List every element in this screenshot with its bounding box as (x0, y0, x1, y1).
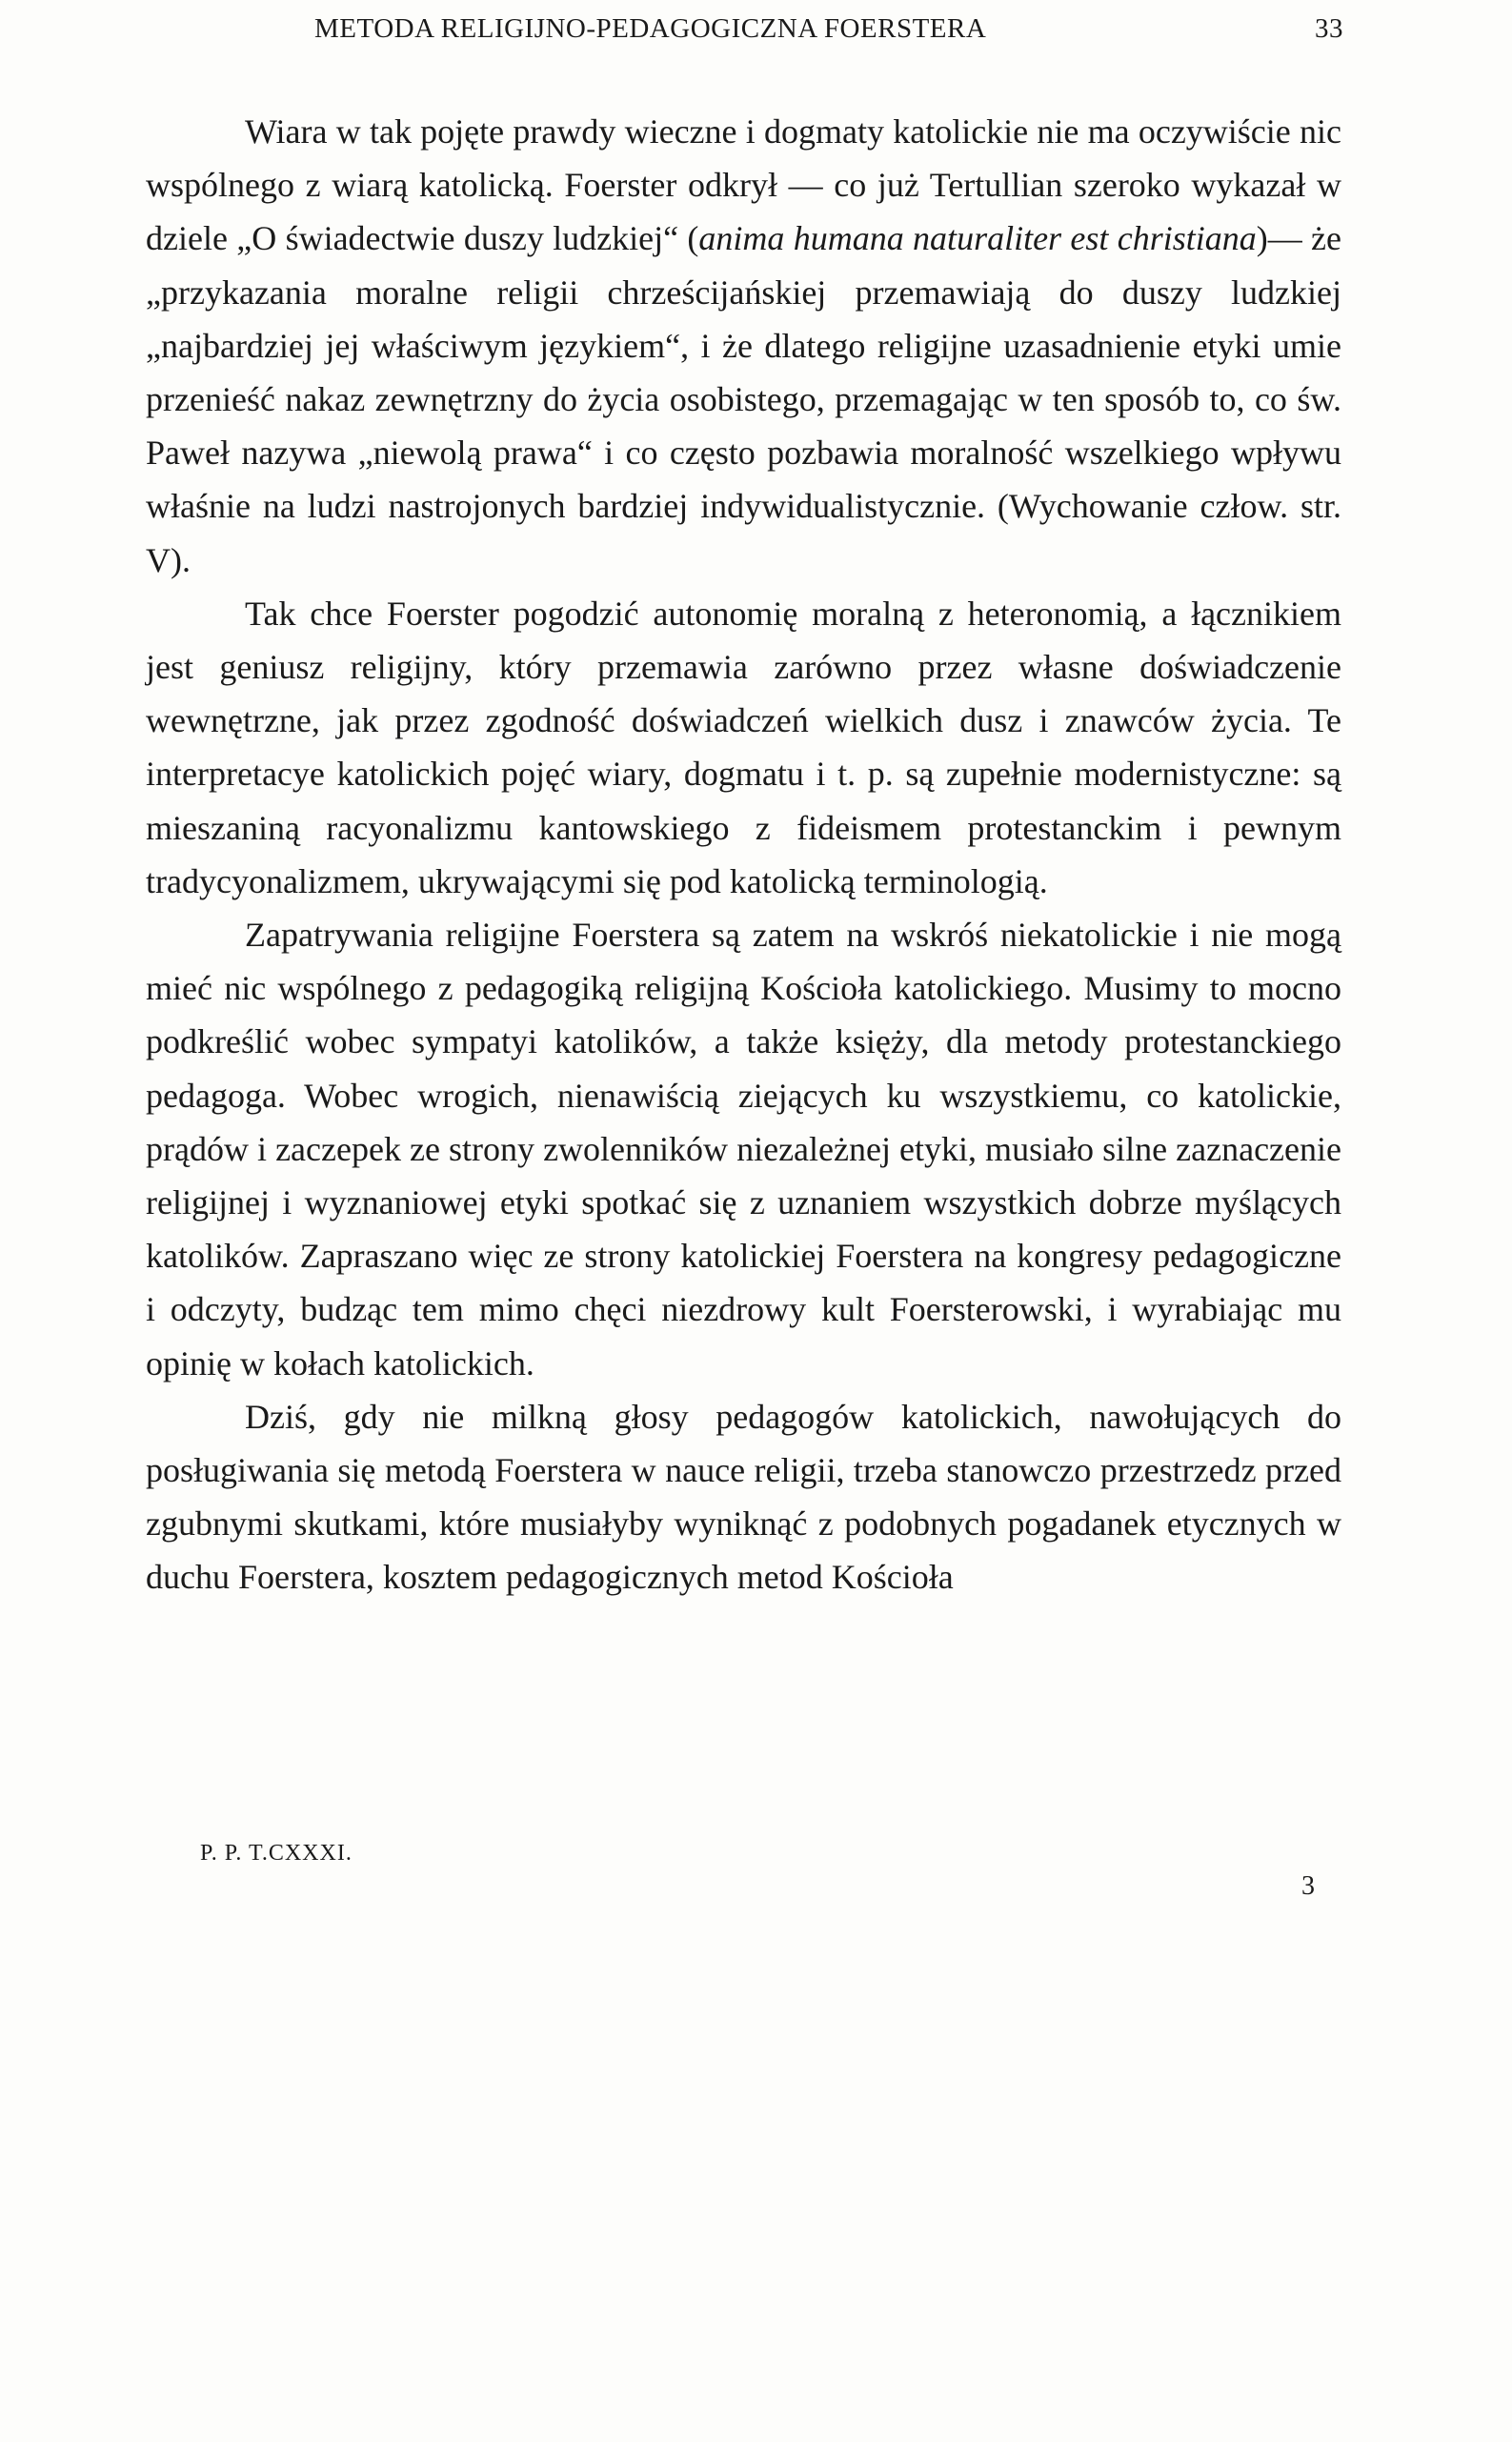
paragraph-3: Zapatrywania religijne Foerstera są zatem na wskróś niekatolickie i nie mogą mieć nic wspólnego z pedagogiką religijną Kościoła katolickiego. Musimy to mocno podkreślić wobec sympatyi katolików, a także księży, dla metody protestanckiego pedagoga. Wobec wrogich, nienawiścią ziejących ku wszystkiemu, co katolickie, prądów i zaczepek ze strony zwolenników niezależnej etyki, musiało silne zaznaczenie religijnej i wyznaniowej etyki spotkać się z uznaniem wszystkich dobrze myślących katolików. Zapraszano więc ze strony katolickiej Foerstera na kongresy pedagogiczne i odczyty, budząc tem mimo chęci niezdrowy kult Foersterowski, i wyrabiając mu opinię w kołach katolickich. (146, 916, 1341, 1382)
latin-quotation: anima humana naturaliter est christiana (698, 219, 1257, 258)
printer-signature: P. P. T.CXXXI. (200, 1841, 353, 1866)
paragraph-2: Tak chce Foerster pogodzić autonomię moralną z heteronomią, a łącznikiem jest geniusz religijny, który przemawia zarówno przez własne doświadczenie wewnętrzne, jak przez zgodność doświadczeń wielkich dusz i znawców życia. Te interpretacye katolickich pojęć wiary, dogmatu i t. p. są zupełnie modernistyczne: są mieszaniną racyonalizmu kantowskiego z fideismem protestanckim i pewnym tradycyonalizmem, ukrywającymi się pod katolicką terminologią. (146, 594, 1341, 900)
page-footer (200, 1841, 1315, 1901)
paragraph-1 (146, 105, 1341, 587)
paragraph-4: Dziś, gdy nie milkną głosy pedagogów katolickich, nawołujących do posługiwania się metodą Foerstera w nauce religii, trzeba stanowczo przestrzedz przed zgubnymi skutkami, które musiałyby wyniknąć z podobnych pogadanek etycznych w duchu Foerstera, kosztem pedagogicznych metod Kościoła (146, 1397, 1341, 1597)
sheet-number: 3 (1301, 1871, 1315, 1901)
running-head (314, 13, 1343, 51)
paragraph-1-text-start: Wiara w tak pojęte prawdy wieczne i dogmaty katolickie nie ma oczywiście nic wspólnego z wiarą katolicką. Foerster odkrył — co już Tertullian szeroko wykazał w dziele „O świadectwie duszy ludzkiej“ ( (146, 112, 1341, 258)
body-text (146, 105, 1341, 1604)
page-number: 33 (1315, 13, 1343, 44)
running-title: METODA RELIGIJNO-PEDAGOGICZNA FOERSTERA (314, 13, 987, 44)
paragraph-1-text-end: )— że „przykazania moralne religii chrześcijańskiej przemawiają do duszy ludzkiej „najbardziej jej właściwym językiem“, i że dlatego religijne uzasadnienie etyki umie przenieść nakaz zewnętrzny do życia osobistego, przemagając w ten sposób to, co św. Paweł nazywa „niewolą prawa“ i co często pozbawia moralność wszelkiego wpływu właśnie na ludzi nastrojonych bardziej indywidualistycznie. (Wychowanie człow. str. V). (146, 219, 1341, 579)
